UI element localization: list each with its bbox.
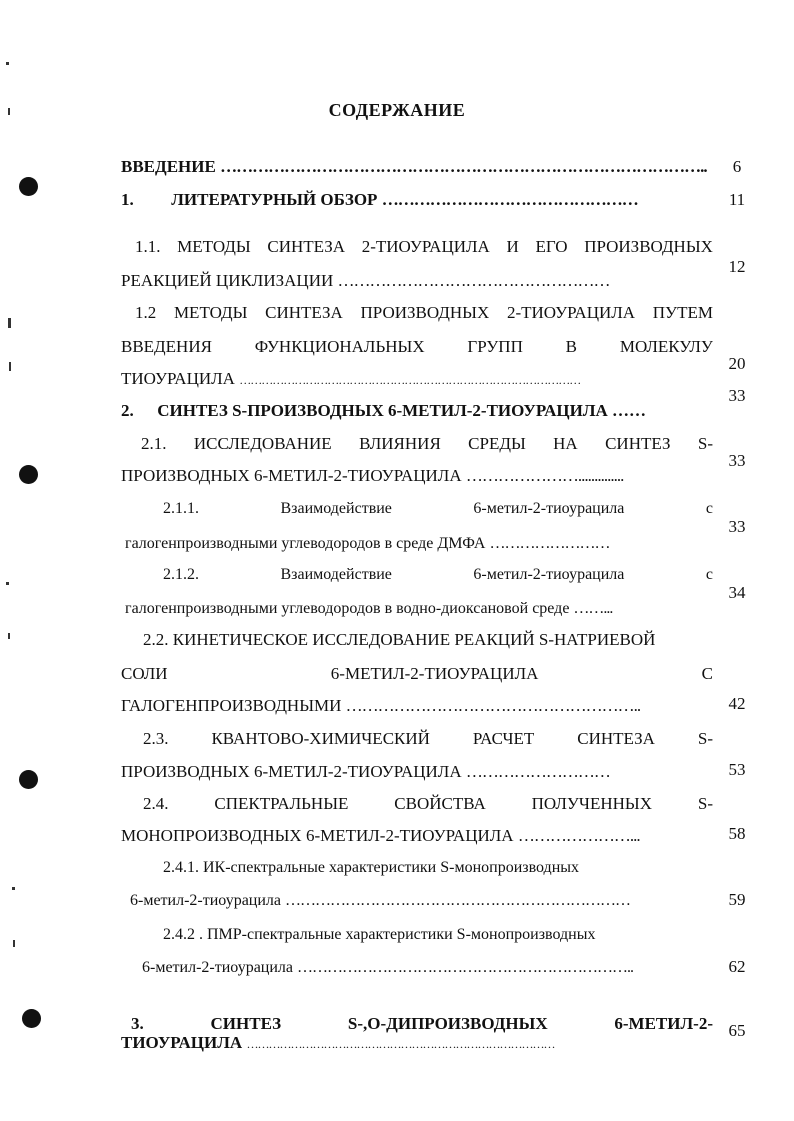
toc-entry-label: 2.2. КИНЕТИЧЕСКОЕ ИССЛЕДОВАНИЕ РЕАКЦИЙ S-НАТРИЕВОЙ [143,630,656,649]
toc-entry-label: галогенпроизводными углеводородов в водно-диоксановой среде [125,600,570,617]
scan-speck [8,633,10,639]
toc-entry-2-4-line-1 [143,793,713,815]
toc-entry-2-1-1-line-1 [163,498,713,520]
toc-word: 1.2 [135,303,157,322]
toc-entry-label: ТИОУРАЦИЛА [121,1033,243,1052]
toc-entry-chapter-2 [121,400,646,422]
toc-word: S- [697,729,713,748]
toc-entry-2-4-1-line-1 [163,857,579,879]
toc-word: ПУТЕМ [652,303,713,322]
binder-hole-3 [19,770,38,789]
toc-leader: ……... [573,600,613,617]
toc-entry-label: 2.4.1. ИК-спектральные характеристики S-монопроизводных [163,859,580,876]
toc-entry-label: ГАЛОГЕНПРОИЗВОДНЫМИ [121,696,342,715]
toc-word: СПЕКТРАЛЬНЫЕ [214,794,349,813]
toc-word: 2-ТИОУРАЦИЛА [361,237,490,256]
toc-word: МЕТОДЫ [177,237,251,256]
toc-entry-label: ТИОУРАЦИЛА [121,369,235,388]
toc-entry-label: галогенпроизводными углеводородов в среде ДМФА [125,535,486,552]
toc-word: ГРУПП [467,337,523,356]
toc-page-number: 59 [728,890,746,909]
toc-leader: …………………... [517,826,640,845]
toc-word: НА [553,434,578,453]
scan-speck [6,582,9,585]
toc-entry-intro [121,156,707,178]
toc-word: с [705,500,713,517]
toc-entry-2-1-2-line-2 [125,598,612,620]
toc-page-number: 33 [728,386,746,405]
toc-word: ПРОИЗВОДНЫХ [584,237,713,256]
page-title: СОДЕРЖАНИЕ [328,100,466,120]
toc-page-number: 33 [728,451,746,470]
toc-word: 2-ТИОУРАЦИЛА [506,303,636,322]
toc-word: Взаимодействие [280,500,392,517]
toc-word: СИНТЕЗА [265,303,343,322]
toc-page-number: 33 [728,517,746,536]
binder-hole-4 [22,1009,41,1028]
toc-word: МЕТОДЫ [173,303,248,322]
toc-leader: ………………….............. [465,466,624,485]
toc-word: 2.4. [143,794,169,813]
toc-entry-2-1-line-2 [121,465,623,487]
toc-page-number: 58 [728,824,746,843]
toc-word: с [705,566,713,583]
binder-hole-1 [19,177,38,196]
toc-entry-2-3-line-1 [143,728,713,750]
toc-entry-1-2-line-2 [121,336,713,358]
toc-word: S- [697,434,713,453]
toc-word: ВВЕДЕНИЯ [121,337,212,356]
toc-leader: ……………………………………………….. [345,696,641,715]
toc-entry-chapter-3-line-2 [121,1032,554,1055]
toc-word: СИНТЕЗ [605,434,671,453]
toc-page-number: 34 [728,583,746,602]
toc-word: РАСЧЕТ [472,729,535,748]
toc-leader: …………………………………………… [337,271,610,290]
toc-word: В [565,337,578,356]
toc-entry-1-2-line-3 [121,368,580,391]
toc-word: 2.1.2. [163,566,199,583]
toc-leader: ……………………………………………………………………………….. [220,157,707,176]
toc-entry-label: 6-метил-2-тиоурацила [130,892,282,909]
toc-entry-1-1-line-1 [135,236,713,258]
toc-word: 1.1. [135,237,161,256]
toc-word: Взаимодействие [280,566,392,583]
toc-page-number: 65 [728,1021,746,1040]
toc-leader: …… [612,401,647,420]
scan-speck [9,362,11,371]
toc-word: 2.3. [143,729,169,748]
toc-entry-2-1-line-1 [141,433,713,455]
binder-hole-2 [19,465,38,484]
toc-word: S- [697,794,713,813]
toc-word: ИССЛЕДОВАНИЕ [193,434,332,453]
toc-word: СВОЙСТВА [394,794,486,813]
toc-page-number: 11 [728,190,746,209]
toc-entry-chapter-1 [121,189,638,211]
toc-entry-label: РЕАКЦИЕЙ ЦИКЛИЗАЦИИ [121,271,334,290]
toc-word: СИНТЕЗ [210,1014,282,1033]
toc-entry-2-4-2-line-1 [163,924,595,946]
toc-chapter-number: 1. [121,190,134,209]
toc-entry-2-4-2-line-2 [142,957,633,979]
toc-entry-2-2-line-2 [121,663,713,685]
toc-word: 6-метил-2-тиоурацила [473,566,625,583]
toc-leader: ……………………… [465,762,610,781]
toc-entry-2-3-line-2 [121,761,610,783]
toc-word: S-,О-ДИПРОИЗВОДНЫХ [347,1014,548,1033]
toc-page-number: 6 [732,157,742,176]
toc-word: ФУНКЦИОНАЛЬНЫХ [254,337,425,356]
toc-word: ЕГО [535,237,568,256]
toc-word: 2.1. [141,434,167,453]
toc-leader: …………………… [489,535,610,552]
scan-speck [12,887,15,890]
toc-word: СРЕДЫ [468,434,526,453]
toc-entry-label: ВВЕДЕНИЕ [121,157,216,176]
toc-entry-1-2-line-1 [135,302,713,324]
toc-entry-label: МОНОПРОИЗВОДНЫХ 6-МЕТИЛ-2-ТИОУРАЦИЛА [121,826,514,845]
toc-word: КВАНТОВО-ХИМИЧЕСКИЙ [211,729,430,748]
scan-speck [13,940,15,947]
toc-entry-2-4-line-2 [121,825,640,847]
toc-entry-2-1-2-line-1 [163,564,713,586]
toc-page-number: 12 [728,257,746,276]
toc-word: ПРОИЗВОДНЫХ [360,303,490,322]
toc-word: 6-МЕТИЛ-2-ТИОУРАЦИЛА [330,664,539,683]
toc-word: СОЛИ [121,664,168,683]
toc-word: 6-метил-2-тиоурацила [473,500,625,517]
toc-entry-2-2-line-3 [121,695,640,717]
toc-entry-1-1-line-2 [121,270,610,292]
toc-word: СИНТЕЗА [577,729,655,748]
toc-leader: ………………………………………………………………………… [246,1037,555,1051]
toc-entry-2-1-1-line-2 [125,533,609,555]
toc-word: 2.1.1. [163,500,199,517]
toc-word: И [506,237,519,256]
toc-word: ВЛИЯНИЯ [359,434,441,453]
toc-entry-2-2-line-1 [143,629,655,651]
toc-entry-2-4-1-line-2 [130,890,630,912]
scan-speck [6,62,9,65]
toc-word: СИНТЕЗА [267,237,346,256]
toc-page-number: 42 [728,694,746,713]
toc-leader: ………………………………………………………….. [297,959,634,976]
toc-leader: ………………………………………… [381,190,638,209]
toc-entry-label: ЛИТЕРАТУРНЫЙ ОБЗОР [171,190,378,209]
toc-entry-label: ПРОИЗВОДНЫХ 6-МЕТИЛ-2-ТИОУРАЦИЛА [121,762,462,781]
toc-page-number: 62 [728,957,746,976]
toc-entry-label: 6-метил-2-тиоурацила [142,959,294,976]
toc-word: С [701,664,713,683]
toc-entry-label: СИНТЕЗ S-ПРОИЗВОДНЫХ 6-МЕТИЛ-2-ТИОУРАЦИЛА [157,401,608,420]
toc-chapter-number: 2. [121,401,134,420]
toc-leader: …………………………………………………………… [285,892,631,909]
toc-page-number: 53 [728,760,746,779]
toc-leader: ………………………………………………………………………………… [239,373,581,387]
toc-entry-label: ПРОИЗВОДНЫХ 6-МЕТИЛ-2-ТИОУРАЦИЛА [121,466,462,485]
toc-entry-label: 2.4.2 . ПМР-спектральные характеристики S-монопроизводных [163,926,596,943]
toc-page-number: 20 [728,354,746,373]
toc-word: 3. [131,1014,144,1033]
toc-word: МОЛЕКУЛУ [619,337,713,356]
toc-word: ПОЛУЧЕННЫХ [531,794,653,813]
scan-speck [8,318,11,328]
toc-word: 6-МЕТИЛ-2- [614,1014,713,1033]
